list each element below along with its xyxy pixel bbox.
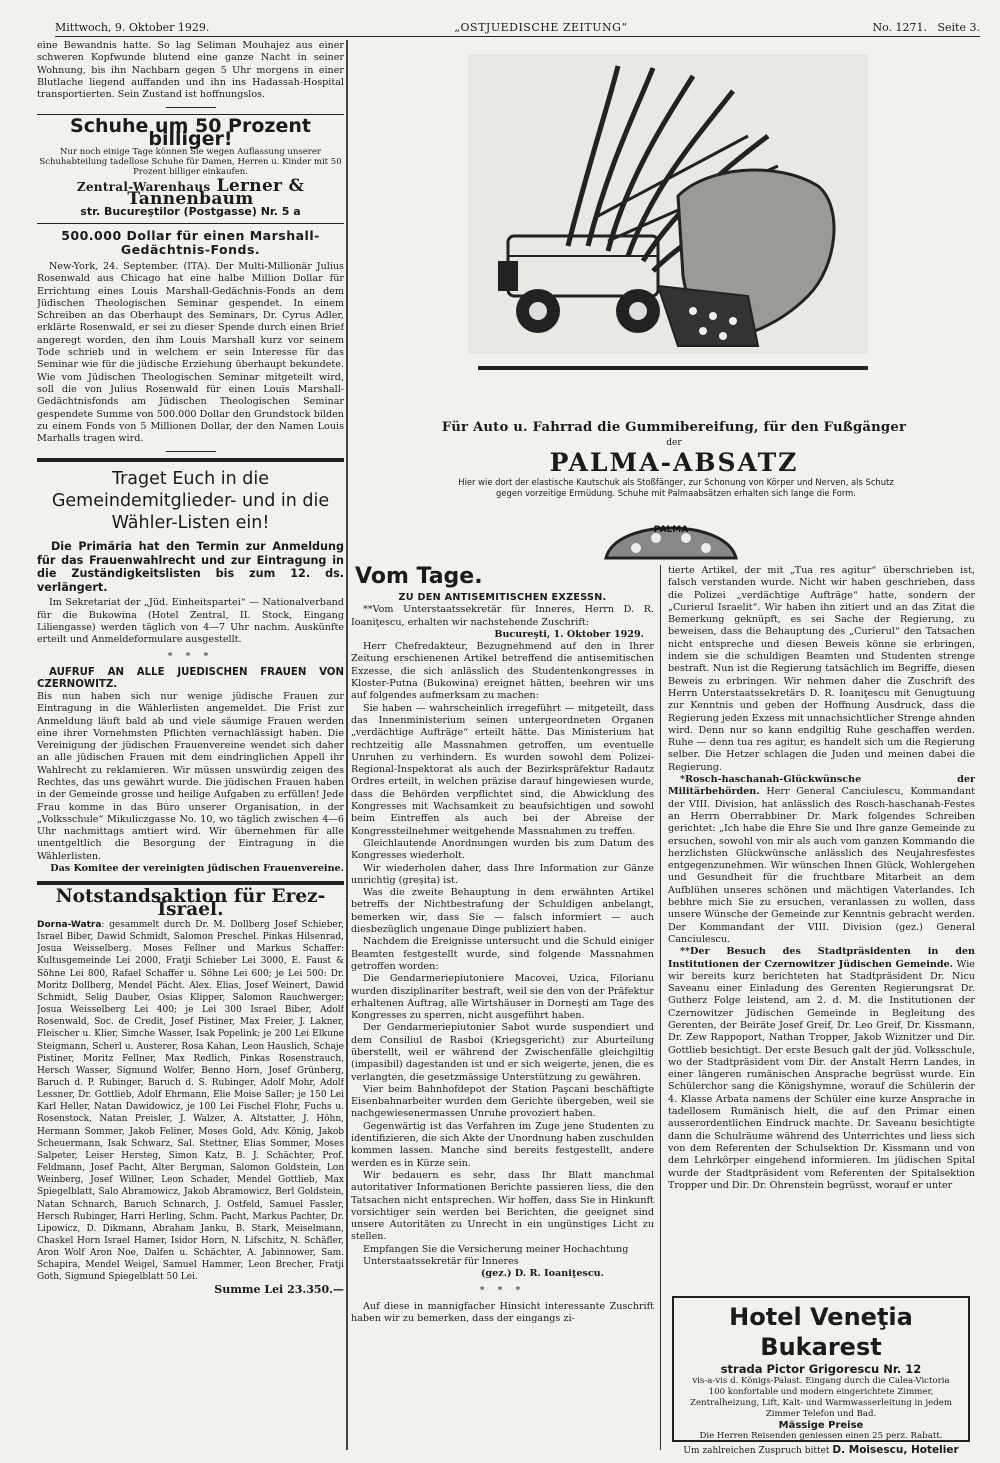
aufruf-signature: Das Komitee der vereinigten jüdischen Frauenvereine. — [50, 863, 344, 875]
reply-paragraph: Auf diese in mannigfacher Hinsicht interessante Zuschrift haben wir zu bemerken, dass der eingangs zi- — [351, 1300, 654, 1325]
reply-continuation: tierte Artikel, der mit „Tua res agitur“ überschrieben ist, falsch verstanden wurde. Nicht wir haben geschrieben, dass die Polizei „verdächtige Aufträge“ hatte, sondern der „Curierul Israelit“. Wir haben ihn zitiert und an das Zitat die Bemerkung geknüpft, es sei Sache der Regierung, zu beweisen, dass die Behauptung des „Curierul“ den Tatsachen nicht entspreche und diesen Beweis könne sie erbringen, indem sie die schuldigen Beamten und Studenten strenge bestraft. Nun ist die Regierung tatsächlich im Begriffe, diesen Beweis zu erbringen. Wir nehmen daher die Zuschrift des Herrn Unterstaatssekretärs D. R. Ioaniţescu mit Genugtuung zur Kenntnis und geben der Hoffnung Ausdruck, dass die Regierung jeden Exzess mit unnachsichtlicher Strenge ahnden wird. Denn nur so kann endgiltig Ruhe geschaffen werden. Ruhe — denn tua res agitur, es handelt sich um die Regierung selber. Die Hetzer schlagen die Juden und meinen dabei die Regierung. — [668, 565, 975, 773]
marshall-title: 500.000 Dollar für einen Marshall-Gedächtnis-Fonds. — [61, 227, 320, 257]
shoe-ad-firm-name: Lerner & Tannenbaum — [127, 176, 305, 210]
aktion-place: Dorna-Watra — [37, 919, 102, 930]
shoe-ad — [37, 114, 344, 223]
palma-ad — [350, 40, 978, 560]
column-middle — [351, 565, 661, 1450]
top-fragment: eine Bewandnis hatte. So lag Seliman Mouhajez aus einer schweren Kopfwunde blutend eine ganze Nacht in seiner Wohnung, bis ihn Nachbarn gegen 5 Uhr morgens in einer Blutlache liegend auffanden und ihn ins Hadassah-Hospital transportierten. Sein Zustand ist hoffnungslos. — [37, 40, 344, 101]
aktion-list — [37, 919, 344, 1284]
letter-paragraph: Wir bedauern es sehr, dass Ihr Blatt manchmal autoritativer Informationen Berichte passieren liess, die den Tatsachen nicht entsprechen. Wir hoffen, dass Sie in Hinkunft vorsichtiger sein werden bei Berichten, die geeignet sind unsere Autoritäten zu Unrecht in ein ungünstiges Licht zu stellen. — [351, 1169, 654, 1243]
header-number: No. 1271. — [872, 21, 927, 34]
traget-title: Traget Euch in die Gemeindemitglieder- und in die Wähler-Listen ein! — [51, 469, 330, 534]
glueckwuensche-paragraph — [668, 774, 975, 946]
header-date: Mittwoch, 9. Oktober 1929. — [55, 21, 210, 34]
column-left — [37, 40, 344, 1450]
shoe-ad-text: Nur noch einige Tage können Sie wegen Auflassung unserer Schuhabteilung tadellose Schuhe für Damen, Herren u. Kinder mit 50 Prozent billiger einkaufen. — [39, 147, 342, 178]
palma-ad-der: der — [666, 438, 682, 448]
hotel-zuspruch: Um zahlreichen Zuspruch bittet — [683, 1446, 830, 1456]
aufruf-heading: AUFRUF AN ALLE JUEDISCHEN FRAUEN VON CZERNOWITZ. — [37, 666, 344, 690]
palma-ad-text: Hier wie dort der elastische Kautschuk als Stoßfänger, zur Schonung von Körper und Nerven, als Schutz gegen vorzeitige Ermüdung. Schuhe mit Palmaabsätzen erhalten sich lange die Form. — [458, 477, 894, 498]
letter-paragraph: Vier beim Bahnhofdepot der Station Paşcani beschäftigte Eisenbahnarbeiter wurden dem Gerichte übergeben, weil sie nachgewiesenermassen Unruhe provoziert haben. — [351, 1083, 654, 1120]
letter-paragraph: Nachdem die Ereignisse untersucht und die Schuld einiger Beamten festgestellt wurde, sind folgende Massnahmen getroffen worden: — [351, 936, 654, 972]
shoe-ad-firm-prefix: Zentral-Warenhaus — [76, 180, 211, 195]
palma-ad-brand: PALMA-ABSATZ — [549, 448, 799, 477]
hotel-prices: Mässige Preise — [778, 1420, 864, 1431]
divider — [37, 458, 344, 462]
letter-paragraph: Gleichlautende Anordnungen wurden bis zum Datum des Kongresses wiederholt. — [351, 837, 654, 862]
letter-paragraph: Wir wiederholen daher, dass Ihre Information zur Gänze unrichtig (greşita) ist. — [351, 862, 654, 886]
letter-date: Bucureşti, 1. Oktober 1929. — [494, 628, 644, 640]
shoe-ad-firm — [37, 176, 344, 210]
divider — [166, 107, 216, 108]
besuch-paragraph — [668, 946, 975, 1192]
besuch-text: Wie wir bereits kurz berichteten hat Stadtpräsident Dr. Nicu Saveanu einer Einladung des Gerenten Regierungsrat Dr. Gutherz Folge leistend, am 2. d. M. die Institutionen der Czernowitzer Jüdischen Gemeinde in Begleitung des Gerenten, der Beiräte Josef Greif, Dr. Leo Greif, Dr. Kissmann, Dr. Zew Rappoport, Nathan Tropper, Jakob Wiznitzer und Dir. Gottlieb besichtigt. Der erste Besuch galt der jüd. Volksschule, wo der Stadtpräsident vom Dir. der Anstalt Herrn Landes, in einer längeren rumänischen Ansprache begrüsst wurde. Ein Schülerchor sang die Königshymne, worauf die Schülerin der 4. Klasse Arbata namens der Schüler eine kurze Ansprache in tadellosem Rumänisch hielt, die auf den Primar einen ausserordentlichen Eindruck machte. Dr. Saveanu besichtigte dann die Schulräume während des Unterrichtes und liess sich von dem Referenten der Schulsektion Dr. Kissmann und von dem Lehrkörper eingehend informieren. Im jüdischen Spital wurde der Stadtpräsident vom Referenten der Spitalsektion Tropper und Dir. Dr. Ohrenstein begrüsst, worauf er unter — [668, 958, 975, 1191]
letter-paragraph: Herr Chefredakteur, Bezugnehmend auf den in Ihrer Zeitung erschienenen Artikel betreffend die antisemitischen Exzesse, die sich anlässlich des Studentenkongresses in Kloster-Putna (Bukowina) ereignet hätten, beehren wir uns auf folgendes aufmerksam zu machen: — [351, 641, 654, 702]
hotel-owner: D. Moisescu, Hotelier — [832, 1444, 959, 1456]
hotel-title: Hotel Veneţia Bukarest — [729, 1303, 913, 1361]
exzesse-subtitle: ZU DEN ANTISEMITISCHEN EXZESSN. — [398, 592, 607, 603]
section-stars: * * * — [479, 1284, 526, 1296]
letter-paragraph: Empfangen Sie die Versicherung meiner Hochachtung — [363, 1243, 629, 1255]
shoe-ad-address: str. Bucureştilor (Postgasse) Nr. 5 a — [80, 204, 301, 218]
column-divider — [346, 40, 348, 1450]
letter-paragraph: Gegenwärtig ist das Verfahren im Zuge jene Studenten zu identifizieren, die sich Akte der Unordnung haben zuschulden kommen lassen. Manche sind bereits festgestellt, andere werden es in Kürze sein. — [351, 1120, 654, 1169]
aktion-text: : gesammelt durch Dr. M. Dollberg Josef Schieber, Israel Biber, Dawid Schmidt, Salomon Preschel. Pinkas Hilsenrad, Josua Weisselberg. Moses Fellner und Markus Schaffer: Kultusgemeinde Lei 2000, Fratji Schieber Lei 3000, E. Faust & Söhne Lei 800, Rafael Schaffer u. Söhne Lei 600; je Lei 500: Dr. Moritz Dollberg, Mendel Pächt. Alex. Elias, Josef Weinert, Dawid Schmidt, Selig Dauber, Osias Klipper, Salomon Rauchwerger; Josua Weisselberg Lei 400; je Lei 300 Israel Biber, Adolf Rosenwald, Soc. de Credit, Josef Pistiner, Max Freier, J. Lakner, Fleischer u. Klier, Simche Wasser, Isak Popelink; je 200 Lei Elkune Steigmann, Scherl u. Austerer, Rosa Kahan, Leon Hauslich, Schaje Pistiner, Moritz Fellner, Max Redlich, Pinkas Rosenstrauch, Hersch Wasser, Sigmund Wolfer, Benno Horn, Josef Grünberg, Baruch d. P. Rubinger, Baruch d. S. Rubinger, Adolf Mohr, Adolf Lessner, Dr. Gottlieb, Adolf Ehrmann, Elie Moise Saller; je 150 Lei Karl Heller, Natan Dawidowicz, je 100 Lei Fischel Flohr, Fuchs u. Rosenstock, Natan Preisler, J. Walzer, A. Altstatter, J. Höhn, Hermann Sommer, Jakob Feliner, Moses Gold, Adv. König, Jakob Scheuermann, Isak Schwarz, Sal. Stettner, Elias Sommer, Moses Salpeter, Leiser Hersteg, Simon Katz, B. J. Schächter, Prof. Feldmann, Josef Pacht, Alter Bergman, Salomon Goldstein, Lon Weinberg, Josef Willner, Leon Schader, Mendel Gottlieb, Max Spiegelblatt, Salo Abramowicz, Jakob Abramowicz, Berl Goldstein, Natan Schnarch, Baruch Schnarch, J. Ostfeld, Samuel Fassler, Hersch Rubinger, Harri Herling, Schm. Pacht, Markus Pachter, Dr. Lipowicz, D. Dikmann, Abraham Janku, B. Stark, Meiselmann, Chaskel Horn Israel Hamer, Isidor Horn, N. Lifschitz, N. Schäfler, Aron Wolf Aron Noe, Dalfen u. Schächter, A. Jabinnower, Sam. Schapira, Mendel Weigel, Samuel Hammer, Leon Brecher, Fratji Goth, Sigmund Spiegelblatt 50 Lei. — [37, 919, 344, 1283]
hotel-ad — [672, 1296, 970, 1456]
besuch-lead: **Der Besuch des Stadtpräsidenten in den Institutionen der Czernowitzer Jüdischen Gemeinde. — [668, 946, 975, 970]
exzesse-intro: **Vom Unterstaatssekretär für Inneres, Herrn D. R. Ioaniţescu, erhalten wir nachstehende Zuschrift: — [351, 604, 654, 628]
divider — [37, 881, 344, 885]
header-paper-title: „OSTJUEDISCHE ZEITUNG“ — [454, 21, 628, 34]
aufruf-text: Bis nun haben sich nur wenige jüdische Frauen zur Eintragung in die Wählerlisten angemeldet. Die Frist zur Anmeldung läuft bald ab und viele säumige Frauen werden eine ihrer Vornehmsten Pflichten vernachlässigt haben. Die Vereinigung der jüdischen Frauenvereine wendet sich daher an alle jüdischen Frauen mit dem eindringlichen Appell ihr Wahlrecht zu reklamieren. Wir müssen unswürdig zeigen des Rechtes, das uns gewährt wurde. Die jüdischen Frauen haben in der Gemeinde grosse und heilige Aufgaben zu erfüllen! Jede Frau komme in das Büro unserer Organisation, in der „Volksschule“ Mikuliczgasse No. 10, wo täglich zwischen 4—6 Uhr nachmittags amtiert wird. Wir übernehmen für alle unentgeltlich die Besorgung der Eintragung in die Wählerlisten. — [37, 690, 344, 862]
letter-paragraph: Die Gendarmeriepiutoniere Macovei, Uzica, Filorianu wurden disziplinariter bestraft, weil sie den von der Präfektur erhaltenen Auftrag, alle Wirtshäuser in Dorneşti am Tage des Kongresses zu sperren, nicht ausgeführt haben. — [351, 973, 654, 1022]
letter-paragraph: Der Gendarmeriepiutonier Sabot wurde suspendiert und dem Consiliul de Rasboi (Kriegsgericht) zur Aburteilung überstellt, weil er während der Zwischenfälle gleichgiltig (impasibil) dagestanden ist und er sich weigerte, jenen, die es verlangten, die gesetzmässige Unterstützung zu gewähren. — [351, 1022, 654, 1083]
divider — [37, 223, 344, 224]
hotel-rabatt: Die Herren Reisenden geniessen einen 25 perz. Rabatt. — [699, 1431, 943, 1441]
hotel-street: strada Pictor Grigorescu Nr. 12 — [720, 1362, 922, 1376]
letter-paragraph: Was die zweite Behauptung in dem erwähnten Artikel betreffs der Nichtbestrafung der Schuldigen anbelangt, bemerken wir, dass Sie — falsch informiert — auch diesbezüglich ungenaue Dinge publiziert haben. — [351, 887, 654, 936]
heel-drawing — [596, 508, 746, 564]
palma-ad-line1: Für Auto u. Fahrrad die Gummibereifung, für den Fußgänger — [441, 420, 907, 435]
glueckwuensche-lead: *Rosch-haschanah-Glückwünsche der Militärbehörden. — [668, 774, 975, 798]
marshall-text: New-York, 24. September. (ITA). Der Multi-Millionär Julius Rosenwald aus Chicago hat eine halbe Million Dollar für Errichtung eines Louis Marshall-Gedächnis-Fonds an dem Jüdischen Theologischen Seminar gespendet. In einem Schreiben an das Oberhaupt des Seminars, Dr. Cyrus Adler, erklärte Rosenwald, er sei zu dieser Spende durch einen Brief angeregt worden, den ihm Louis Marshall kurz vor seinem Tode schrieb und in welchem er sein Interesse für das Seminar wie für die jüdische Erziehung überhaupt bekundete. Wie vom Jüdischen Theologischen Seminar mitgeteilt wird, soll die von Julius Rosenwald für einen Louis Marshall-Gedächtnisfonds am Jüdischen Theologischen Seminar gespendete Summe von 500.000 Dollar den Grundstock bilden zu einem Fonds von 5 Millionen Dollar, der den Namen Louis Marhalls tragen wird. — [37, 260, 344, 445]
letter-signature: (gez.) D. R. Ioaniţescu. — [480, 1268, 604, 1280]
aktion-title: Notstandsaktion für Erez-Israel. — [55, 886, 326, 920]
header-number-page — [872, 21, 980, 34]
hotel-location: vis-a-vis d. Königs-Palast. Eingang durch die Calea-Victoria — [692, 1376, 950, 1386]
letter-paragraph: Unterstaatssekretär für Inneres — [363, 1256, 519, 1268]
traget-text: Im Sekretariat der „Jüd. Einheitspartei“ — Nationalverband für die Bukowina (Hotel Zentral, II. Stock, Eingang Liliengasse) werden täglich von 4—7 Uhr nachm. Auskünfte erteilt und Anmeldeformulare ausgestellt. — [37, 597, 344, 646]
column-right — [668, 565, 975, 1285]
letter-paragraph: Sie haben — wahrscheinlich irregeführt — mitgeteilt, dass das Innenministerium seinen untergeordneten Organen „verdächtige Aufträge“ erteilt hätte. Das Ministerium hat rechtzeitig alle Massnahmen getroffen, um eventuelle Unruhen zu verhindern. Es wurden sowohl dem Polizei-Regional-Inspektorat als auch der Bezirkspräfektur Radautz Ordres erteilt, in welchen präzise darauf hingewiesen wurde, dass die Behörden verpflichtet sind, die Abwicklung des Kongresses mit Wachsamkeit zu beaufsichtigen und sowohl beim Eintreffen als auch bei der Abreise der Kongressteilnehmer weitgehende Massnahmen zu treffen. — [351, 702, 654, 837]
glueckwuensche-text: Herr General Canciulescu, Kommandant der VIII. Division, hat anlässlich des Rosch-haschanah-Festes an Herrn Oberrabbiner Dr. Mark folgendes Schreiben gerichtet: „Ich habe die Ehre Sie und Ihre ganze Gemeinde zu ersuchen, sowohl von mir als auch vom ganzen Kommando die herzlichsten Glückwünsche anlässlich des Neujahresfestes entgegenzunehmen. Wir wünschen Ihnen Glück, Wohlergehen und Gesundheit für die fruchtbare Mitarbeit an dem Aufblühen unseres schönen und mächtigen Vaterlandes. Ich bebhre mich Sie zu ersuchen, veranlassen zu wollen, dass unsere Wünsche der Gemeinde zur Kenntnis gebracht werden. Der Kommandant der VIII. Division (gez.) General Canciulescu. — [668, 786, 975, 945]
palma-ad-illustration — [448, 46, 878, 398]
page-header — [55, 14, 980, 37]
hotel-zuspruch-line — [680, 1444, 962, 1456]
header-page: Seite 3. — [937, 21, 980, 34]
vom-tage-title: Vom Tage. — [355, 565, 483, 589]
traget-call: Die Primăria hat den Termin zur Anmeldung für das Frauenwahlrecht und zur Eintragung in die Zuständigkeitslisten bis zum 12. ds. verlängert. — [37, 540, 344, 594]
shoe-ad-title: Schuhe um 50 Prozent billiger! — [70, 115, 311, 150]
hotel-rooms: 100 konfortable und modern eingerichtete Zimmer, Zentralheizung, Lift, Kalt- und Warmwasserleitung in jedem Zimmer Telefon und Bad. — [690, 1387, 952, 1419]
heel-label: PALMA — [653, 525, 689, 535]
divider — [166, 451, 216, 452]
aktion-sum: Summe Lei 23.350.— — [214, 1282, 344, 1296]
section-stars: * * * — [167, 650, 214, 662]
